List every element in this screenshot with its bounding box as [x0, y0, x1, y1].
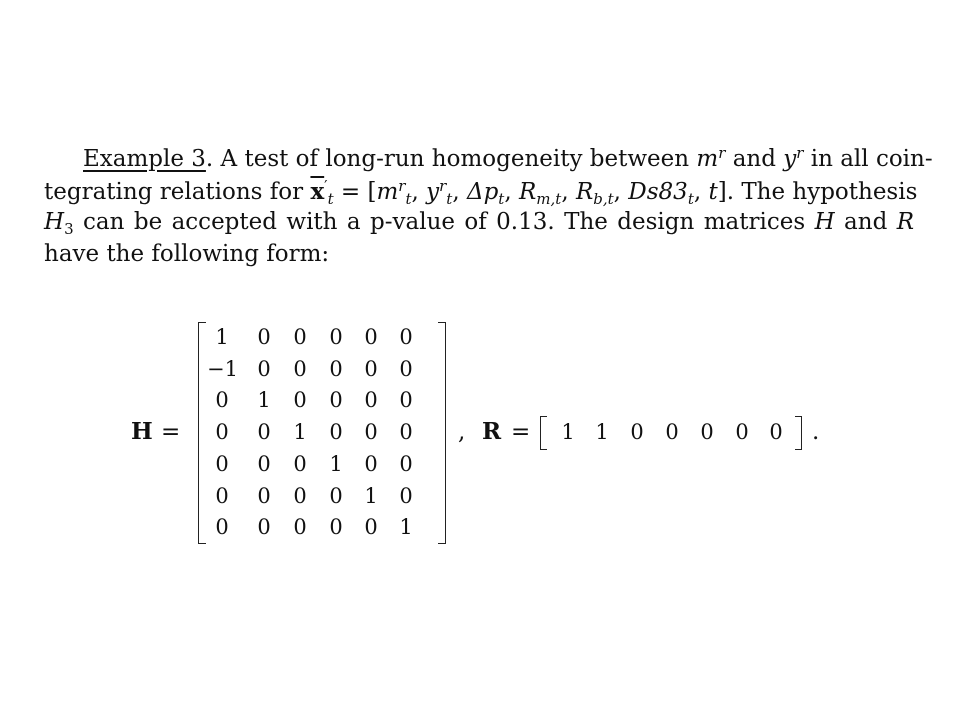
H-cell-r4-c2: 0 [257, 420, 271, 445]
hypothesis-h3: H [44, 209, 65, 235]
H-label: H [131, 418, 153, 445]
H-cell-r4-c3: 1 [293, 420, 307, 445]
H-cell-r1-c5: 0 [364, 325, 378, 349]
H-cell-r6-c3: 0 [293, 483, 307, 508]
H-cell-r3-c2: 1 [257, 388, 271, 413]
R-matrix [540, 416, 808, 450]
H-cell-r2-c6: 0 [399, 356, 413, 381]
H-cell-r5-c1: 0 [215, 451, 229, 476]
H-cell-r4-c4: 0 [329, 420, 343, 445]
H-cell-r4-c1: 0 [215, 420, 229, 445]
R-right-bracket [795, 416, 802, 450]
H-cell-r3-c5: 0 [364, 388, 378, 413]
R-cell-c7: 0 [769, 420, 783, 444]
H-cell-r5-c3: 0 [293, 451, 307, 476]
R-cell-c3: 0 [630, 420, 644, 444]
H-cell-r6-c4: 0 [329, 483, 343, 508]
H-cell-r3-c6: 0 [399, 388, 413, 413]
H-cell-r2-c1: −1 [207, 356, 238, 381]
H-cell-r3-c3: 0 [293, 388, 307, 413]
H-cell-r7-c3: 0 [293, 515, 307, 540]
H-cell-r6-c1: 0 [215, 483, 229, 508]
example-label: Example 3 [83, 146, 206, 172]
vector-x: $\overline{x}$ [310, 177, 325, 205]
H-comma: , [458, 419, 466, 445]
H-cell-r2-c4: 0 [329, 356, 343, 381]
H-cell-r3-c1: 0 [215, 388, 229, 413]
H-cell-r6-c2: 0 [257, 483, 271, 508]
H-cell-r5-c2: 0 [257, 451, 271, 476]
H-cell-r7-c2: 0 [257, 515, 271, 540]
R-cell-c2: 1 [595, 420, 609, 444]
paragraph-line-3: $H_3$ can be accepted with a p-value of 0.13. The design matrices H and R [44, 209, 915, 238]
H-cell-r5-c6: 0 [399, 451, 413, 476]
H-matrix [198, 320, 448, 544]
H-cell-r7-c1: 0 [215, 515, 229, 540]
H-cell-r2-c5: 0 [364, 356, 378, 381]
H-cell-r5-c4: 1 [329, 451, 343, 476]
H-cell-r1-c6: 0 [399, 325, 413, 349]
equation-period: . [812, 419, 820, 445]
design-matrices-equation [0, 320, 960, 546]
paragraph-line-4: have the following form: [44, 240, 330, 267]
example-paragraph [44, 144, 933, 270]
H-cell-r7-c5: 0 [364, 515, 378, 540]
H-equals: = [161, 419, 181, 445]
H-cell-r2-c2: 0 [257, 356, 271, 381]
H-cell-r1-c3: 0 [293, 325, 307, 349]
H-cell-r7-c6: 1 [399, 515, 413, 540]
R-equals: = [511, 419, 531, 445]
H-cell-r1-c2: 0 [257, 325, 271, 349]
R-label: R [482, 418, 502, 445]
R-cell-c4: 0 [665, 420, 679, 444]
H-cell-r4-c6: 0 [399, 420, 413, 445]
R-cell-c5: 0 [700, 420, 714, 444]
H-cell-r2-c3: 0 [293, 356, 307, 381]
H-cell-r4-c5: 0 [364, 420, 378, 445]
H-cell-r5-c5: 0 [364, 451, 378, 476]
H-cell-r7-c4: 0 [329, 515, 343, 540]
H-right-bracket [438, 322, 446, 544]
R-cell-c6: 0 [735, 420, 749, 444]
R-left-bracket [540, 416, 547, 450]
paragraph-line-1: Example 3. A test of long-run homogeneity between $m^r$ and $y^r$ in all coin- [83, 144, 933, 172]
H-cell-r3-c4: 0 [329, 388, 343, 413]
paragraph-line-2: tegrating relations for $\overline{x}'_t = [m^r_t$, $y^r_t$, $\Delta p_t$, $R_{m,t}$, $R_{b,t}$, $Ds83_t$, t]. The hypothesis [44, 176, 918, 208]
R-cell-c1: 1 [561, 420, 575, 444]
H-cell-r1-c1: 1 [215, 325, 229, 349]
H-cell-r6-c6: 0 [399, 483, 413, 508]
H-cell-r1-c4: 0 [329, 325, 343, 349]
H-cell-r6-c5: 1 [364, 483, 378, 508]
